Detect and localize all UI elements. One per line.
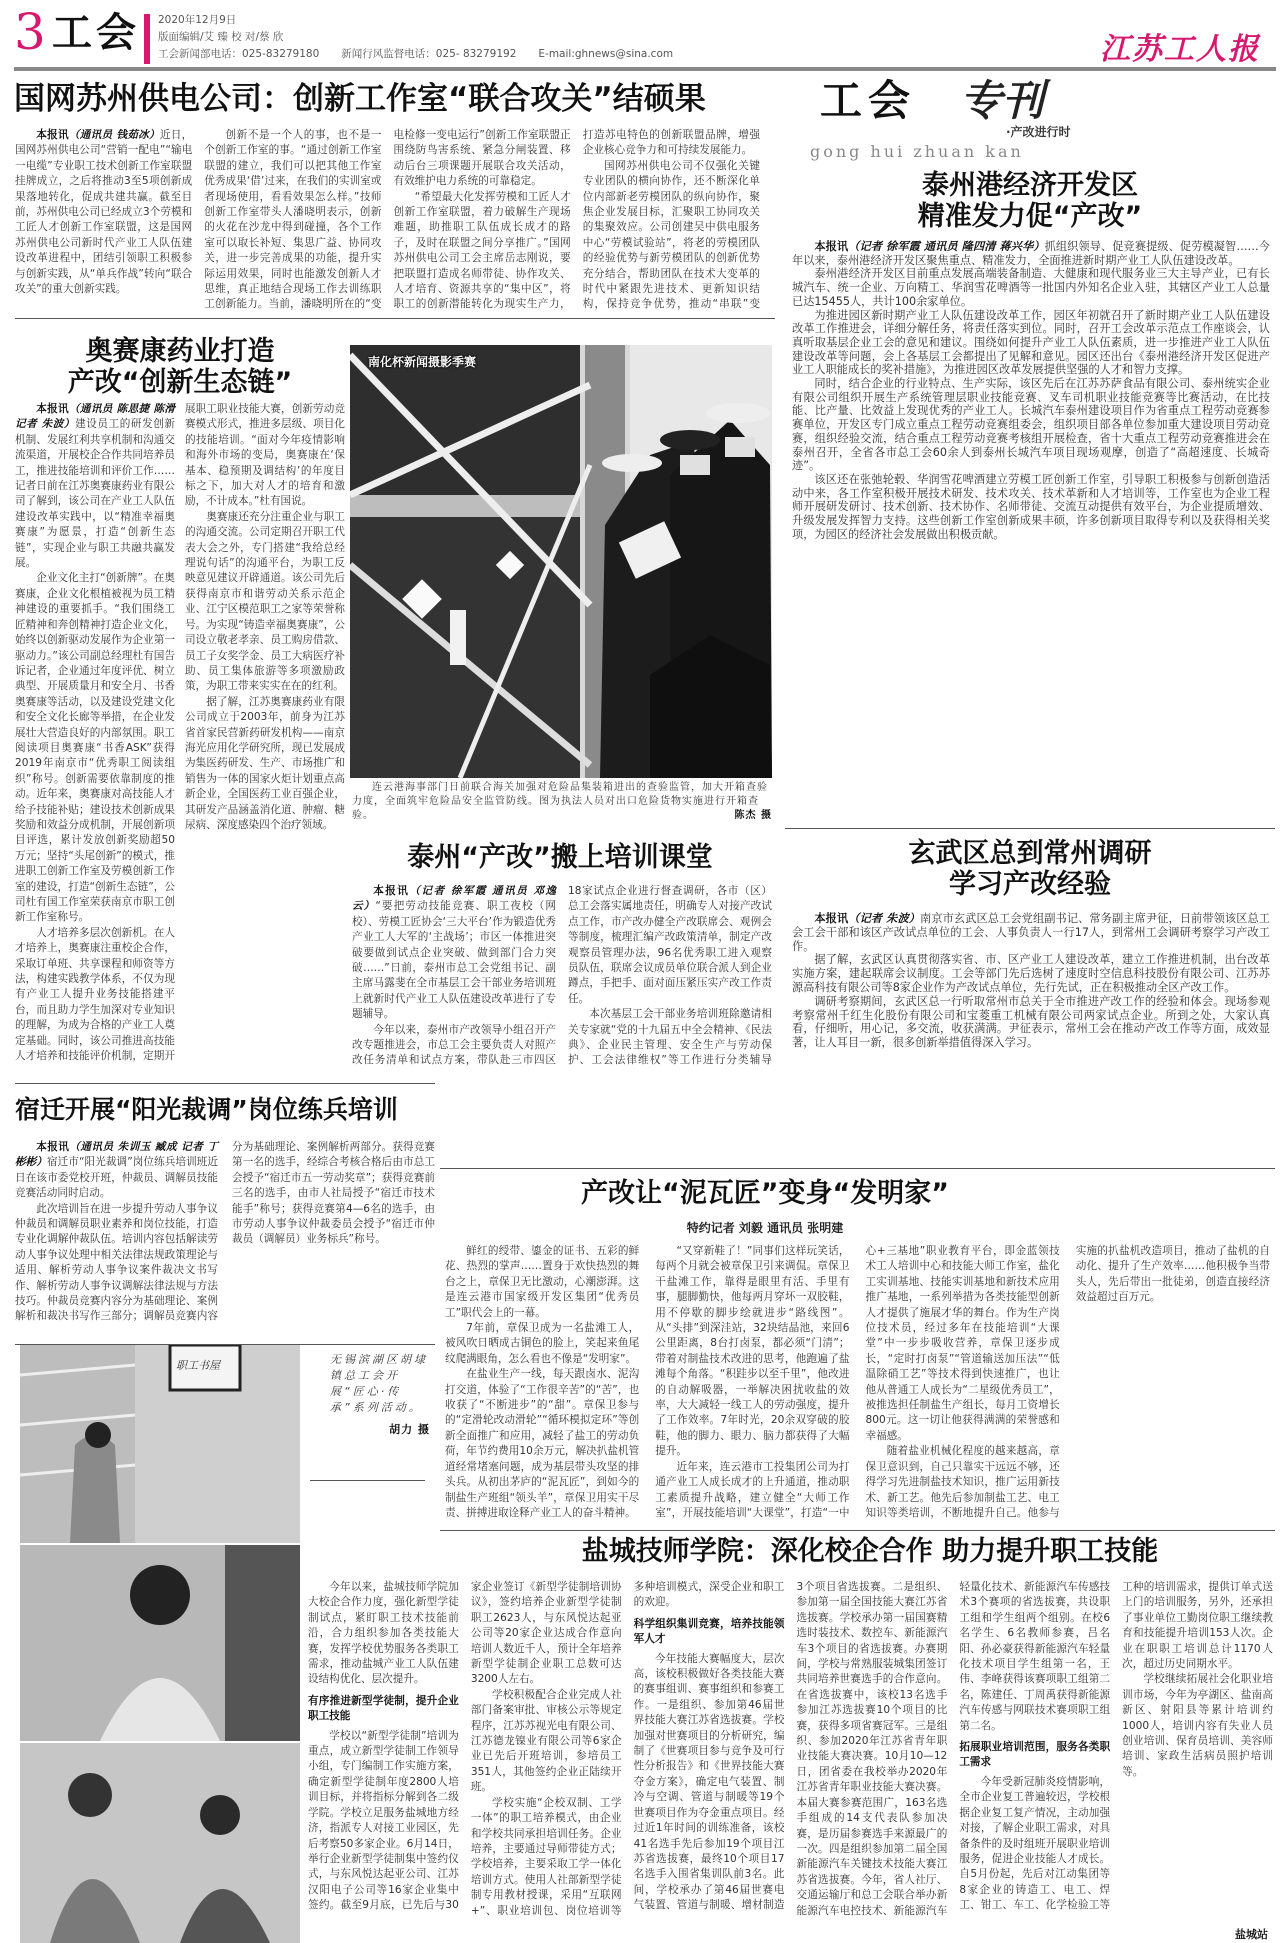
article-xuanwu-body xyxy=(792,912,1270,1164)
dateline: 本报讯 xyxy=(814,912,849,925)
headline-yancheng: 盐城技师学院：深化校企合作 助力提升职工技能 xyxy=(581,1536,1159,1567)
header-meta xyxy=(158,12,695,63)
paper-logo: 江苏工人报 xyxy=(1100,32,1260,67)
editors: 版面编辑/艾 臻 校 对/蔡 欣 xyxy=(158,31,284,43)
section-title: 工会 xyxy=(52,10,140,56)
paragraph: 7年前，章保卫成为一名盐滩工人，被风吹日晒成古铜色的脸上，笑起来鱼尾纹爬满眼角，怎么看也不像是“发明家”。 xyxy=(445,1322,640,1365)
paragraph: 创新不是一个人的事，也不是一个创新工作室的事。“通过创新工作室联盟的建立，我们可以把其他工作室优秀成果‘借’过来，在我们的实训室或者现场使用，看看效果怎么样。”技师创新工作室带头人潘晓明表示，创新的火花在沙龙中得到碰撞，各个工作室可以取长补短、集思广益、协同攻关，进一步完善成果的功能，提升实际运用效果，同时也能激发创新人才思维，真正地结合现场工作去训练职工创新能力。当前，潘晓明所在的“变电检修一变电运行”创新工作室联盟正围绕防鸟害系统、紧急分闸装置、移动后台三项课题开展联合攻关活动，有效维护电力系统的可靠稳定。 xyxy=(204,129,571,311)
paragraph: 今年以来，泰州市产改领导小组召开产改专题推进会，市总工会主要负责人对照产改任务清单和试点方案，带队赴三市四区18家试点企业进行督查调研，各市（区）总工会落实属地责任，明确专人对接产改试点工作，市产改办健全产改联席会、观例会等制度，梳理汇编产改政策清单，制定产改观察员管理办法，96名优秀职工进入观察员队伍，联席会议成员单位联合派人到企业蹲点，手把手、面对面压紧压实产改工作责任。 xyxy=(352,885,772,1067)
headline-suqian: 宿迁开展“阳光裁调”岗位练兵培训 xyxy=(15,1095,398,1124)
special-title-b: 专刊 xyxy=(960,76,1045,125)
paragraph: 企业文化主打“创新牌”。在奥赛康，企业文化根植被视为员工精神建设的重要抓手。“我们围绕工匠精神和奔创精神打造企业文化，始终以创新驱动发展作为企业第一驱动力。”该公司副总经理杜有国告诉记者，企业通过年度评优、树立典型、开展质量月和安全月、书香奥赛康等活动，以及建设党建文化和安全文化长廊等举措，在企业发展壮大营造良好的内部氛围。职工阅读项目奥赛康“书香ASK”获得2019年南京市“优秀职工阅读组织”称号。创新需要依靠制度的推动。近年来，奥赛康对高技能人才给予技能补贴；建设技术创新成果奖励和效益分成机制，开展创新项目评选，累计发放创新奖励超50万元；坚持“头尾创新”的模式，推进职工创新工作室及劳模创新工作室的建设，打造“创新生态链”，公司杜有国工作室荣获南京市职工创新工作室称号。 xyxy=(15,572,175,924)
paragraph: “希望最大化发挥劳模和工匠人才创新工作室联盟，着力破解生产现场难题，助推职工队伍成长成才的路子，及时在联盟之间分享推广。”国网苏州供电公司工会主席岳志刚说，要把联盟打造成名师带徒、协作攻关、人才培育、资源共享的“集中区”，将职工的创新潜能转化为现实生产力，打造苏电特色的创新联盟品牌，增强企业核心竞争力和可持续发展能力。 xyxy=(393,129,760,311)
byline: （通讯员 钱茹冰） xyxy=(68,129,160,141)
paragraph: 泰州港经济开发区目前重点发展高端装备制造、大健康和现代服务业三大主导产业，已有长城汽车、统一企业、万向精工、华润雪花啤酒等一批国内外知名企业入驻，其辖区产业工人总量已达15455人，共计100余家单位。 xyxy=(792,267,1270,308)
divider xyxy=(440,1168,1275,1169)
article-aosaikang-body xyxy=(15,402,345,1078)
header-rule xyxy=(14,67,1276,71)
lead-paragraph xyxy=(792,912,1270,953)
photo-workers-bookroom xyxy=(20,1345,300,1943)
plaque-text: 职工书屋 xyxy=(176,1359,220,1372)
paragraph-text: “要把劳动技能竞赛、职工夜校（网校）、劳模工匠协会‘三大平台’作为锻造优秀产业工人大军的‘主战场’；市区一体推进突破要做到试点企业突破、做到部门合力突破……”日前，泰州市总工会党组书记、副主席马露斐在全市基层工会干部业务培训班上就新时代产业工人队伍建设改革进行了专题辅导。 xyxy=(352,900,556,1021)
byline: （记者 朱波） xyxy=(848,912,921,925)
headline-line: 泰州港经济开发区 xyxy=(922,170,1138,201)
paragraph: 同时，结合企业的行业特点、生产实际，该区先后在江苏苏萨食品有限公司、泰州统实企业有限公司组织开展生产系统管理层职业技能竞赛、叉车司机职业技能竞赛等比赛活动，在比技能、比产量、比效益上发现优秀的产业工人。长城汽车泰州建设项目作为省重点工程劳动竞赛参赛单位，开发区专门成立重点工程劳动竞赛组委会，组织项目部各单位参加重大建设项目劳动竞赛，组织经验交流，结合重点工程劳动竞赛考核组开展检查，省十大重点工程劳动竞赛推进会在泰州召开，全省各市总工会60余人到泰州长城汽车项目现场观摩，创造了“高超速度、长城奇迹”。 xyxy=(792,377,1270,473)
paragraph-text: 宿迁市“阳光裁调”岗位练兵培训班近日在该市委党校开班，仲裁员、调解员技能竞赛活动同时启动。 xyxy=(15,1156,218,1200)
paragraph: 此次培训旨在进一步提升劳动人事争议仲裁员和调解员职业素养和岗位技能，打造专业化调解仲裁队伍。培训内容包括解读劳动人事争议处理中相关法律法规政策理论与适用、解析劳动人事争议案件裁决文书写作、解析劳动人事争议调解法律法规与方法技巧。仲裁员竞赛内容分为基础理论、案例解析和裁决书写作三部分；调解员竞赛内容分为基础理论、案例解析两部分。获得竞赛第一名的选手，经综合考核合格后由市总工会授予“宿迁市五一劳动奖章”；获得竞赛前三名的选手，由市人社局授予“宿迁市技术能手”称号；获得竞赛第4—6名的选手，由市劳动人事争议仲裁委员会授予“宿迁市仲裁员（调解员）业务标兵”称号。 xyxy=(15,1141,435,1323)
paragraph: 据了解，玄武区认真贯彻落实省、市、区产业工人建设改革，建立工作推进机制，出台改革实施方案，建起联席会议制度。工会等部门先后选树了速度时空信息科技股份有限公司、江苏苏源高科技有限公司等8家企业作为产改试点单位，先行先试，正在积极推动全区产改工作。 xyxy=(792,953,1270,994)
photo-caption-wuxi xyxy=(308,1352,430,1438)
dateline: 本报讯 xyxy=(36,129,69,141)
lead-paragraph xyxy=(792,240,1270,267)
paragraph-text: 抓组织领导、促竞赛提级、促劳模凝智……今年以来，泰州港经济开发区聚焦重点、精准发力，全面推进新时期产业工人队伍建设改革。 xyxy=(792,240,1270,267)
article-suqian-body xyxy=(15,1140,435,1340)
headline-xuanwu xyxy=(790,838,1270,900)
paragraph: 鲜红的绶带、鎏金的证书、五彩的鲜花、热烈的掌声……置身于欢快热烈的舞台之上，章保卫无比激动，心潮澎湃。这是连云港市国家级开发区集团“优秀员工”职代会上的一幕。 xyxy=(445,1245,640,1319)
headline-line: 产改“创新生态链” xyxy=(67,367,293,399)
header-divider xyxy=(144,14,150,64)
paragraph: 随着盐业机械化程度的越来越高，章保卫意识到，自己只靠实干远远不够，还得学习先进制盐技术知识，推广运用新技术、新工艺。他先后参加制盐工艺、电工知识等类培训，不断地提升自己。他参与实施的扒盐机改造项目，推动了盐机的自动化、提升了生产效率……他积极争当带头人，先后带出一批徒弟，创造直接经济效益超过百万元。 xyxy=(865,1245,1270,1519)
paragraph: 据了解，江苏奥赛康药业有限公司成立于2003年，前身为江苏省首家民营新药研发机构——南京海光应用化学研究所，现已发展成为集医药研发、生产、市场推广和销售为一体的国家火炬计划重点高新企业，全国医药工业百强企业，其研发产品涵盖消化道、肿瘤、糖尿病、深度感染四个治疗领域。 xyxy=(185,695,345,831)
photo-contest-badge: 南化杯新闻摄影季赛 xyxy=(368,355,477,369)
paragraph: “又穿新鞋了！”同事们这样玩笑话，每两个月就会被章保卫引来调侃。章保卫干盐滩工作，靠得是眼里有活、手里有事，腿脚勤快，他每两月穿坏一双胶鞋，用不停歇的脚步绘就进步“路线图”。从“头排”到深洼站，32块结晶池，来回6公里距离，8台打卤泵，都必须“门清”；带着对制盐技术改进的思考，他跑遍了盐滩每个角落。“积跬步以至千里”，他改进的自动解吸器，一举解决困扰收盐的效率，大大减轻一线工人的劳动强度，提升了工作效率。7年时光，20余双穿破的胶鞋，他的脚力、眼力、脑力都获得了大幅提升。 xyxy=(655,1245,850,1458)
caption-text: 无锡滨湖区胡埭镇总工会开展“匠心·传承”系列活动。 xyxy=(330,1353,428,1414)
paragraph: 在盐业生产一线，每天跟卤水、泥沟打交道，体验了“工作很辛苦”的“苦”，也收获了“不断进步”的“甜”。章保卫参与的“定滑轮改动滑轮”“循环模拟定环”等创新全面推广和应用，减轻了盐工的劳动负荷，年节约费用10余万元，解决扒盐机管道经常堵塞问题，成为基层带头攻坚的排头兵。从初出茅庐的“泥瓦匠”，到如今的制盐生产班组“领头羊”，章保卫用实干尽责、拼搏进取诠释产业工人的奋斗精神。 xyxy=(445,1368,640,1519)
divider xyxy=(310,1480,425,1481)
paragraph: 该区还在张弛轮毂、华润雪花啤酒建立劳模工匠创新工作室，引导职工积极参与创新创造活动中来，各工作室积极开展技术研发、技术攻关、技术革新和人才培训等，工作室也为企业工程师开展研发研讨、技术创新、技术协作、名师带徒、交流互动提供有效平台，为企业提质增效、升级发展发挥智力支持。这些创新工作室创新成果丰硕，许多创新项目取得专利以及获得相关奖项，为园区的经济社会发展做出积极贡献。 xyxy=(792,472,1270,541)
divider xyxy=(785,828,1275,829)
special-column-logo xyxy=(810,78,1260,166)
paragraph: 学校继续拓展社会化职业培训市场，今年为亭湖区、盐南高新区、射阳县等累计培训约1000人，培训内容有失业人员创业培训、保育员培训、美容师培训、家政生活病员照护培训等。 xyxy=(1122,1673,1273,1778)
paragraph: 本次基层工会干部业务培训班除邀请相关专家就“党的十九届五中全会精神、《民法典》、企业民主管理、安全生产与劳动保护、工会法律维权”等工作进行分类辅导 xyxy=(568,1008,772,1067)
page-number: 3 xyxy=(14,3,46,61)
article-guowang-body xyxy=(15,128,760,314)
article-taizhougang-body xyxy=(792,240,1270,823)
photo-caption xyxy=(352,781,772,823)
paragraph: 为推进园区新时期产业工人队伍建设改革工作，园区年初就召开了新时期产业工人队伍建设改革工作推进会，详细分解任务，将责任落实到位。同时，召开工会改革示范点工作座谈会，认真听取基层企业工会的意见和建议。围绕如何提升产业工人队伍素质，进一步推进产业工人队伍建设改革等问题，会上各基层工会都提出了见解和意见。园区还出台《泰州港经济开发区促进产业工人职能成长的奖补措施》，为推进园区改革发展提供坚强的人才和智力支撑。 xyxy=(792,308,1270,377)
special-subtitle: ·产改进行时 xyxy=(1006,125,1071,139)
byline: （通讯员 朱训玉 臧成 记者 丁彬彬） xyxy=(15,1141,218,1169)
photo-image xyxy=(20,1345,300,1943)
lead-paragraph xyxy=(15,1140,218,1202)
lead-paragraph xyxy=(352,884,556,1023)
article-yancheng-signoff: 盐城站 xyxy=(1235,1928,1268,1941)
divider xyxy=(15,318,775,319)
paragraph: 今年受新冠肺炎疫情影响，全市企业复工普遍较迟，学校根据企业复工复产情况，主动加强对接，了解企业职工需求，对具备条件的及时组班开展职业培训服务，促进企业技能人才成长。自5月份起，先后对江动集团等8家企业的铸造工、电工、焊工、钳工、车工、化学检验工等工种的培训需求，提供订单式送上门的培训服务，另外，还承担了事业单位工勤岗位职工继续教育和技能提升培训153人次。企业在职职工培训总计1170人次，超过历史同期水平。 xyxy=(959,1581,1273,1912)
email: E-mail:ghnews@sina.com xyxy=(538,48,674,60)
lead-paragraph xyxy=(15,128,192,297)
divider xyxy=(440,1530,1275,1531)
headline-guowang: 国网苏州供电公司：创新工作室“联合攻关”结硕果 xyxy=(14,81,706,117)
article-niwajiang-body xyxy=(445,1244,1270,1526)
photo-hazmat-inspection xyxy=(350,345,772,778)
special-title-a: 工会 xyxy=(820,76,917,125)
paragraph: 人才培养多层次创新机。在人才培养上，奥赛康注重校企合作，采取订单班、共享课程和师资等方法，构建实践教学体系，不仅为现有产业工人提升业务技能搭建平台，而且助力学生加深对专业知识的理解，为成为合格的产业工人奠定基础。同时，该公司推进高技能人才培养和技能评价机制，定期开展职工职业技能大赛，创新劳动竞赛模式形式，推进多层级、项目化的技能培训。“面对今年疫情影响和海外市场的变局，奥赛康在‘保基本、稳预期及调结构’的年度目标之下，加大对人才的培育和激励，不计成本。”杜有国说。 xyxy=(15,403,345,1063)
paragraph-text: 南京市玄武区总工会党组副书记、常务副主席尹征，日前带领该区总工会工会干部和该区产改试点单位的工会、人事负责人一行17人，到常州工会调研考察学习产改工作。 xyxy=(792,912,1270,953)
headline-line: 奥赛康药业打造 xyxy=(85,336,275,367)
dateline: 本报讯 xyxy=(36,403,69,415)
article-taizhou-body xyxy=(352,884,772,1084)
headline-niwajiang: 产改让“泥瓦匠”变身“发明家” xyxy=(581,1178,949,1209)
article-niwajiang-byline: 特约记者 刘毅 通讯员 张明建 xyxy=(686,1221,844,1235)
headline-aosaikang xyxy=(15,336,345,398)
headline-taizhou: 泰州“产改”搬上培训课堂 xyxy=(407,842,713,873)
paragraph: 调研考察期间，玄武区总一行听取常州市总关于全市推进产改工作的经验和体会。现场参观考察常州千红生化股份有限公司和宝菱重工机械有限公司两家试点企业。所到之处，大家认真看，仔细听，用心记，多交流，收获满满。尹征表示，常州工会在推动产改工作等方面，成效显著，让人耳目一新，很多创新举措值得深入学习。 xyxy=(792,994,1270,1050)
caption-text: 连云港海事部门日前联合海关加强对危险品集装箱进出的查验监管，加大开箱查验力度，全面筑牢危险品安全监管防线。图为执法人员对出口危险货物实施进行开箱查验。 xyxy=(352,782,768,821)
paragraph: 学校以“新型学徒制”培训为重点，成立新型学徒制工作领导小组，专门编制工作实施方案，确定新型学徒制年度2800人培训目标，并将指标分解到各二级学院。学校立足服务盐城地方经济，指派专人对接工业园区，先后考察50多家企业。6月14日，举行企业新型学徒制集中签约仪式，与东风悦达起亚公司、江苏汉阳电子公司等16家企业集中签约。截至9月底，已先后与30家企业签订《新型学徒制培训协议》，签约培养企业新型学徒制职工2623人，与东风悦达起亚公司等20家企业达成合作意向培训人数近千人，预计全年培养新型学徒制企业职工总数可达3200人左右。 xyxy=(308,1581,622,1912)
headline-line: 玄武区总到常州调研 xyxy=(908,838,1152,869)
news-phone: 工会新闻部电话：025-83279180 xyxy=(158,48,320,60)
subheading: 有序推进新型学徒制，提升企业职工技能 xyxy=(308,1694,459,1723)
dateline: 本报讯 xyxy=(814,240,849,253)
subheading: 科学组织集训竞赛，培养技能领军人才 xyxy=(633,1617,785,1646)
article-yancheng-body xyxy=(308,1580,1273,1926)
paragraph: 今年技能大赛幅度大，层次高，该校积极做好各类技能大赛的赛事组训、赛事组织和参赛工作。一是组织、参加第46届世界技能大赛江苏省选拔赛。学校加强对世赛项目的分析研究，编制了《世赛项目参与竞争及可行性分析报告》和《世界技能大赛夺金方案》，确定电气装置、制冷与空调、管道与制暖等19个世赛项目作为夺金重点项目。经过近1年时间的训练准备，该校41名选手先后参加19个项目江苏省选拔赛，最终10个项目17名选手入围省集训队前3名。此间，学校承办了第46届世赛电气装置、管道与制暖、增材制造3个项目省选拔赛。二是组织、参加第一届全国技能大赛江苏省选拔赛。学校承办第一届国赛精选时装技术、数控车、新能源汽车3个项目的省选拔赛。办赛期间，学校与常熟服装城集团签订共同培养世赛选手的合作意向。在省选拔赛中，该校13名选手参加江苏选拔赛10个项目的比赛，获得多项省赛冠军。三是组织、参加2020年江苏省青年职业技能大赛决赛。10月10—12日，团省委在我校举办2020年江苏省青年职业技能大赛决赛。本届大赛参赛范围广，163名选手组成的14支代表队参加决赛，是历届参赛选手来源最广的一次。四是组织参加第二届全国新能源汽车关键技术技能大赛江苏省选拔赛。今年，省人社厅、交通运输厅和总工会联合举办新能源汽车电控技术、新能源汽车轻量化技术、新能源汽车传感技术3个赛项的省选拔赛，共设职工组和学生组两个组别。在校6名学生、6名教师参赛，吕名阳、孙必豪获得新能源汽车轻量化技术项目学生组第一名，王伟、李峰获得该赛项职工组第二名，陈建任、丁周禹获得新能源汽车传感与网联技术赛项职工组第二名。 xyxy=(633,1581,1111,1917)
paragraph: 近年来，连云港市工投集团公司为打通产业工人成长成才的上升通道，推动职工素质提升战略，建立健全“大师工作室”，开展技能培训“大课堂”，打造“一中心+三基地”职业教育平台，即金蓝领技术工人培训中心和技能大师工作室，盐化工实训基地、技能实训基地和新技术应用推广基地，一系列举措为各类技能型创新人才提供了施展才华的舞台。作为生产岗位技术员，经过多年在技能培训“大课堂”中一步步吸收营养，章保卫逐步成长，“定时打卤泵”“管道输送加压法”“低温除硝工艺”等技术得到快速推广，也让他从普通工人成长为“二星级优秀员工”，被推选担任制盐生产组长，每月工资增长800元。这一切让他获得满满的荣誉感和幸福感。 xyxy=(655,1245,1060,1519)
lead-paragraph xyxy=(15,402,175,571)
byline: （通讯员 陈思捷 陈滑 记者 朱波） xyxy=(15,403,175,431)
subheading: 拓展职业培训范围，服务各类职工需求 xyxy=(959,1741,1111,1769)
special-pinyin: gong hui zhuan kan xyxy=(810,142,1024,161)
headline-line: 精准发力促“产改” xyxy=(917,201,1143,233)
paragraph: 学校积极配合企业完成人社部门备案审批、审核公示等规定程序，江苏苏视光电有限公司、江苏德龙镍业有限公司等6家企业已先后开班培训，参培员工351人，其他签约企业正陆续开班。 xyxy=(470,1688,622,1794)
byline: （记者 徐军霞 通讯员 隆四清 蒋兴华） xyxy=(848,240,1045,253)
dateline: 本报讯 xyxy=(36,1141,70,1153)
paragraph: 奥赛康还充分注重企业与职工的沟通交流。公司定期召开职工代表大会之外，专门搭建“我给总经理说句话”的沟通平台，为职工反映意见建议开辟通道。该公司先后获得南京市和谐劳动关系示范企业、江宁区模范职工之家等荣誉称号。为实现“铸造幸福奥赛康”，公司设立敬老孝亲、员工购房借款、员工子女奖学金、员工大病医疗补助、员工集体旅游等多项激励政策，为职工带来实实在在的红利。 xyxy=(185,510,345,693)
headline-taizhougang xyxy=(790,170,1270,232)
issue-date: 2020年12月9日 xyxy=(158,14,237,26)
paragraph: 国网苏州供电公司不仅强化关键专业团队的横向协作，还不断深化单位内部新老劳模团队的纵向协作，聚焦企业发展目标，汇聚职工协同攻关的集聚效应。公司创建吴中供电服务中心“劳模试验站”，将老的劳模团队的经验优势与新劳模团队的创新优势充分结合，帮助团队在技术大变革的时代中紧跟先进技术、更新知识结构，保持竞争优势，推动“串联”变 xyxy=(582,159,760,311)
paragraph-text: 近日，国网苏州供电公司“营销一配电”“输电一电缆”专业职工技术创新工作室联盟挂牌成立，之后将推动3至5项创新成果落地转化，促成共建共赢。截至目前，苏州供电公司已经成立3个劳模和工匠人才创新工作室联盟，这是国网苏州供电公司新时代产业工人队伍建设改革进程中，团结引领职工积极参与创新实践，从“单兵作战”转向“联合攻关”的重大创新实践。 xyxy=(15,129,193,296)
dateline: 本报讯 xyxy=(373,885,410,897)
paragraph: 今年以来，盐城技师学院加大校企合作力度，强化新型学徒制试点，紧盯职工技术技能前沿，合力组织参加各类技能大赛，发挥学校优势服务各类职工需求，推动盐城产业工人队伍建设结构优化、层次提升。 xyxy=(308,1581,459,1686)
photo-credit: 胡力 摄 xyxy=(389,1423,430,1436)
supervise-phone: 新闻行风监督电话：025- 83279192 xyxy=(341,48,517,60)
byline: （记者 徐军霞 通讯员 邓逸云） xyxy=(352,885,556,913)
paragraph-text: 建设员工的研发创新机制、发展红利共享机制和沟通交流渠道，开展校企合作共同培养员工，推进技能培训和评价工作……记者日前在江苏奥赛康药业有限公司了解到，该公司在产业工人队伍建设改革实践中，以“精准幸福奥赛康”为愿景，打造“创新生态链”，实现企业与职工共融共赢发展。 xyxy=(15,418,175,570)
photo-image xyxy=(350,345,772,778)
paragraph: 学校实施“企校双制、工学一体”的职工培养模式，由企业和学校共同承担培训任务。企业培养，主要通过导师带徒方式；学校培养，主要采取工学一体化培训方式。使用人社部新型学徒制专用教材授课，采用“互联网+”、职业培训包、岗位培训等多种培训模式，深受企业和职工的欢迎。 xyxy=(470,1581,785,1917)
headline-line: 学习产改经验 xyxy=(949,869,1111,901)
photo-credit: 陈杰 摄 xyxy=(734,810,772,821)
